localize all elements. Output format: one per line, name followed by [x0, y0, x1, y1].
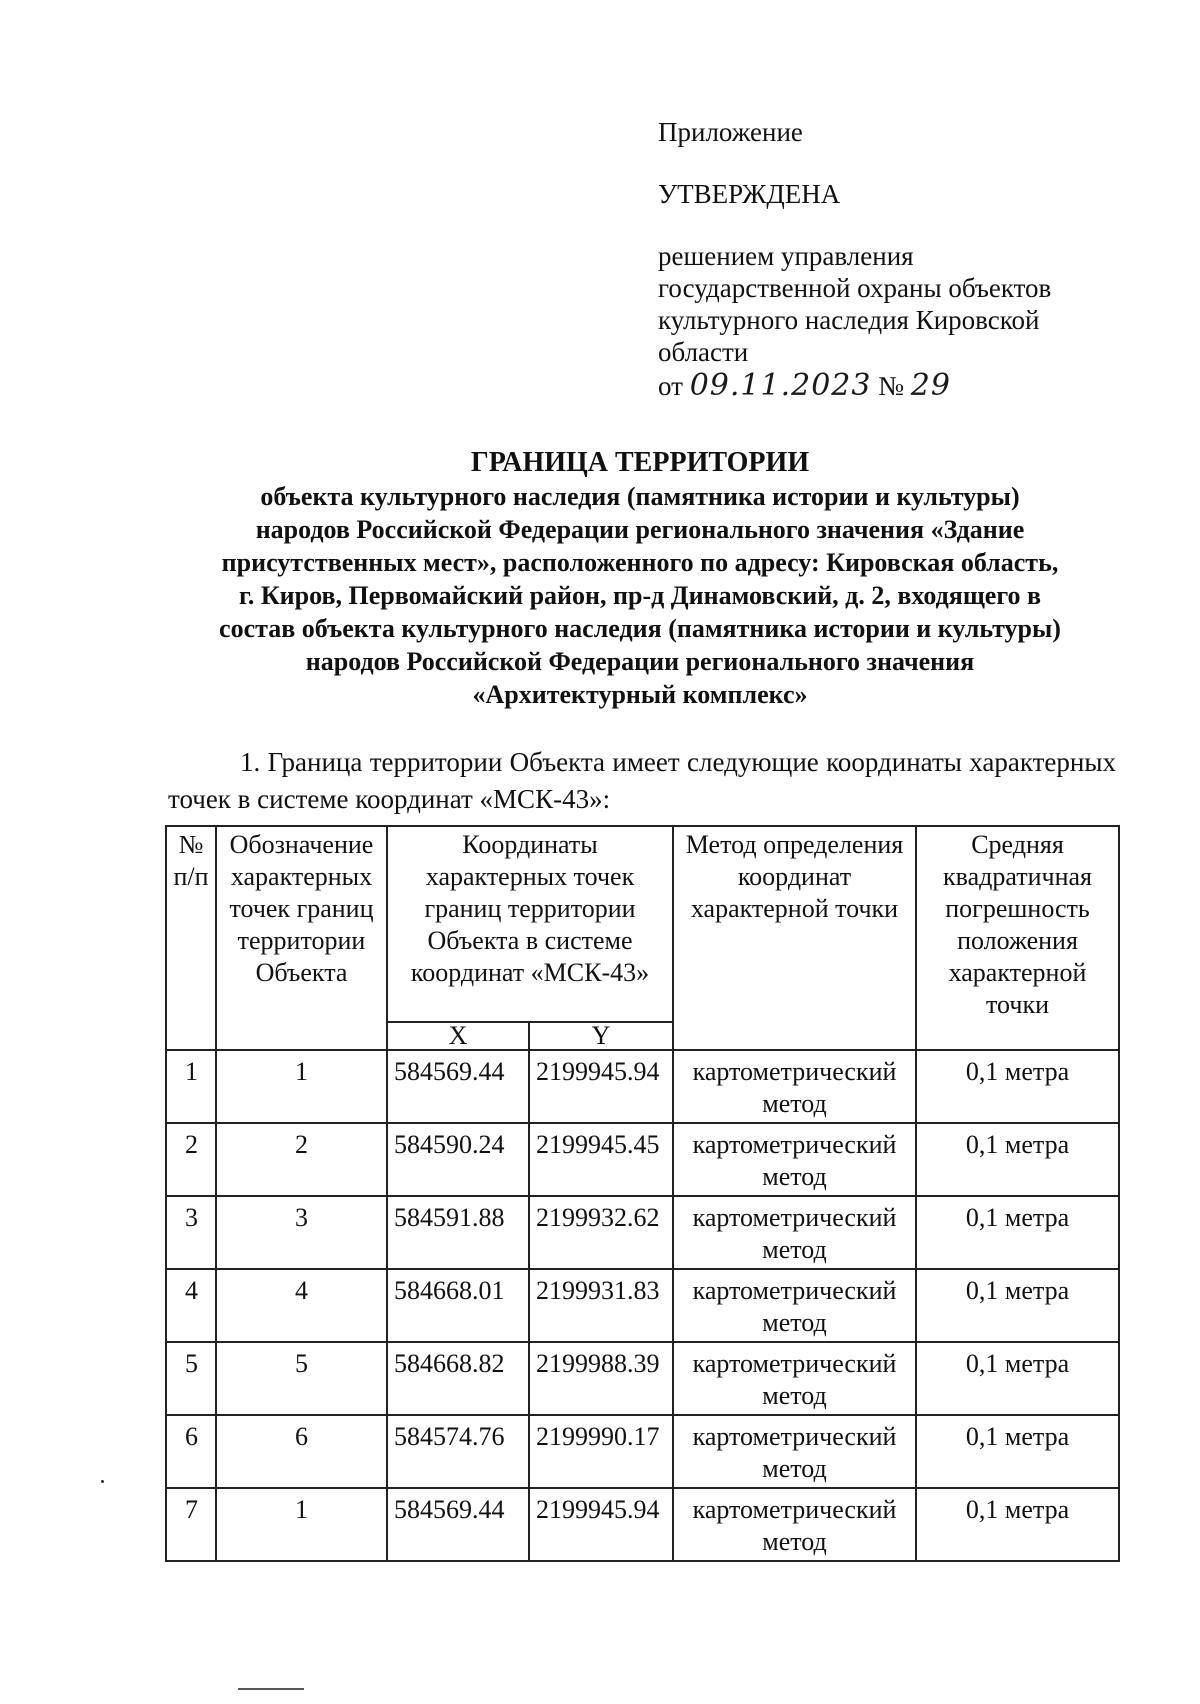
title-line: народов Российской Федерации регионального значения «Здание	[255, 515, 1025, 544]
decision-text: решением управления государственной охраны объектов культурного наследия Кировской области	[658, 241, 1052, 367]
header-error: Средняя квадратичная погрешность положения характерной точки	[916, 826, 1119, 1050]
cell-y: 2199932.62	[529, 1196, 673, 1269]
cell-error: 0,1 метра	[916, 1196, 1119, 1269]
cell-method: картометрический метод	[673, 1415, 916, 1488]
cell-x: 584668.01	[387, 1269, 529, 1342]
title-line: состав объекта культурного наследия (памятника истории и культуры)	[219, 614, 1061, 643]
cell-error: 0,1 метра	[916, 1342, 1119, 1415]
cell-x: 584574.76	[387, 1415, 529, 1488]
title-line: присутственных мест», расположенного по адресу: Кировская область,	[221, 548, 1059, 577]
cell-y: 2199990.17	[529, 1415, 673, 1488]
header-method: Метод определения координат характерной точки	[673, 826, 916, 1050]
cell-x: 584590.24	[387, 1123, 529, 1196]
cell-error: 0,1 метра	[916, 1415, 1119, 1488]
cell-y: 2199931.83	[529, 1269, 673, 1342]
table-row	[166, 1123, 1119, 1196]
cell-error: 0,1 метра	[916, 1050, 1119, 1123]
cell-error: 0,1 метра	[916, 1488, 1119, 1561]
intro-text: 1. Граница территории Объекта имеет следующие координаты характерных точек в системе координат «МСК-43»:	[168, 747, 1116, 814]
cell-point: 3	[216, 1196, 387, 1269]
intro-paragraph	[168, 744, 1116, 818]
approved-label: УТВЕРЖДЕНА	[658, 179, 841, 209]
coordinates-table	[165, 825, 1120, 1562]
table-row	[166, 1415, 1119, 1488]
cell-num: 2	[166, 1123, 216, 1196]
cell-x: 584668.82	[387, 1342, 529, 1415]
header-x: X	[387, 1022, 529, 1050]
date-prefix: от	[658, 371, 683, 401]
handwritten-number: 29	[910, 368, 951, 403]
cell-num: 7	[166, 1488, 216, 1561]
header-designation: Обозначение характерных точек границ территории Объекта	[216, 826, 387, 1050]
cell-point: 1	[216, 1050, 387, 1123]
cell-y: 2199945.45	[529, 1123, 673, 1196]
cell-x: 584569.44	[387, 1050, 529, 1123]
cell-y: 2199988.39	[529, 1342, 673, 1415]
attachment-label: Приложение	[658, 117, 803, 147]
decision-date-line	[658, 370, 1128, 402]
cell-num: 6	[166, 1415, 216, 1488]
cell-num: 3	[166, 1196, 216, 1269]
cell-y: 2199945.94	[529, 1488, 673, 1561]
cell-method: картометрический метод	[673, 1050, 916, 1123]
cell-x: 584591.88	[387, 1196, 529, 1269]
title-line: народов Российской Федерации регионального значения	[305, 647, 975, 676]
table-row	[166, 1196, 1119, 1269]
table-row	[166, 1269, 1119, 1342]
title-main: ГРАНИЦА ТЕРРИТОРИИ	[470, 447, 810, 478]
cell-method: картометрический метод	[673, 1342, 916, 1415]
footer-rule	[238, 1688, 304, 1690]
table-row	[166, 1342, 1119, 1415]
cell-x: 584569.44	[387, 1488, 529, 1561]
cell-error: 0,1 метра	[916, 1123, 1119, 1196]
cell-method: картометрический метод	[673, 1269, 916, 1342]
scan-speck	[101, 1480, 104, 1483]
approval-block	[658, 116, 1128, 402]
cell-error: 0,1 метра	[916, 1269, 1119, 1342]
cell-num: 5	[166, 1342, 216, 1415]
cell-point: 4	[216, 1269, 387, 1342]
title-line: «Архитектурный комплекс»	[472, 680, 808, 709]
cell-point: 1	[216, 1488, 387, 1561]
cell-method: картометрический метод	[673, 1123, 916, 1196]
cell-y: 2199945.94	[529, 1050, 673, 1123]
cell-method: картометрический метод	[673, 1196, 916, 1269]
header-y: Y	[529, 1022, 673, 1050]
cell-point: 6	[216, 1415, 387, 1488]
handwritten-date: 09.11.2023	[689, 368, 872, 403]
cell-num: 1	[166, 1050, 216, 1123]
cell-num: 4	[166, 1269, 216, 1342]
document-title	[160, 446, 1120, 711]
cell-method: картометрический метод	[673, 1488, 916, 1561]
table-row	[166, 1050, 1119, 1123]
table-row	[166, 1488, 1119, 1561]
title-line: объекта культурного наследия (памятника истории и культуры)	[260, 482, 1020, 511]
header-num: № п/п	[166, 826, 216, 1050]
title-line: г. Киров, Первомайский район, пр-д Динамовский, д. 2, входящего в	[238, 581, 1042, 610]
header-coordinates: Координаты характерных точек границ территории Объекта в системе координат «МСК-43»	[387, 826, 673, 1022]
number-sign: №	[878, 371, 904, 401]
cell-point: 2	[216, 1123, 387, 1196]
cell-point: 5	[216, 1342, 387, 1415]
